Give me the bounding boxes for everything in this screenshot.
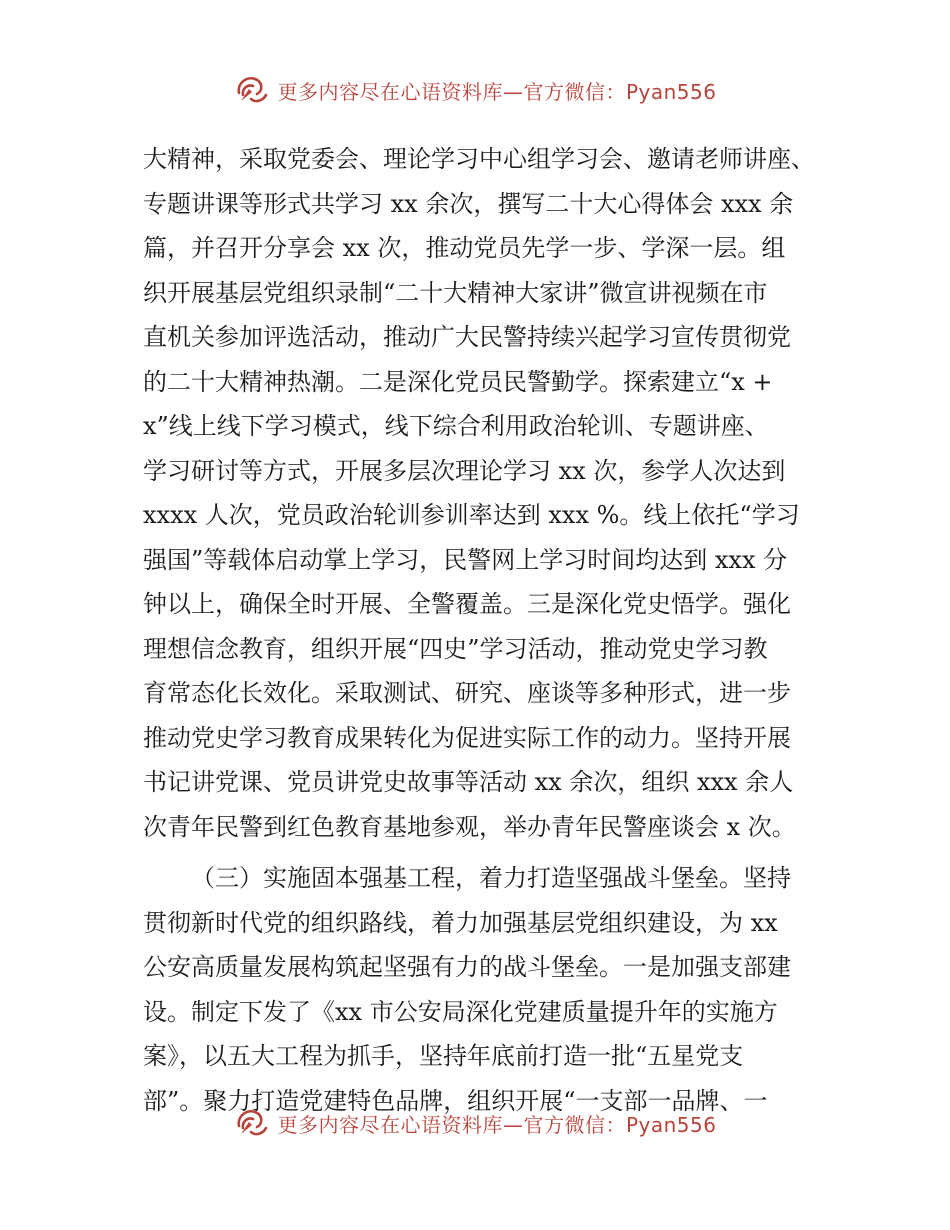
- text-line: 的二十大精神热潮。二是深化党员民警勤学。探索建立“x +: [143, 367, 773, 396]
- text-line: 案》，以五大工程为抓手，坚持年底前打造一批“五星党支: [143, 1042, 744, 1070]
- watermark-text: 更多内容尽在心语资料库—官方微信：Pyan556: [277, 1112, 717, 1137]
- paragraph: [143, 137, 815, 849]
- text-line: 公安高质量发展构筑起坚强有力的战斗堡垒。一是加强支部建: [143, 953, 791, 981]
- text-line: 贯彻新时代党的组织路线，着力加强基层党组织建设，为 xx: [143, 908, 778, 937]
- document-body: [143, 137, 815, 1123]
- text-line: 大精神，采取党委会、理论学习中心组学习会、邀请老师讲座、: [143, 145, 815, 173]
- text-line: （三）实施固本强基工程，着力打造坚强战斗堡垒。坚持: [191, 864, 791, 892]
- text-line: 育常态化长效化。采取测试、研究、座谈等多种形式，进一步: [143, 679, 791, 707]
- paragraph-gap: [143, 849, 811, 856]
- text-line: 强国”等载体启动掌上学习，民警网上学习时间均达到 xxx 分: [143, 545, 788, 574]
- text-line: 推动党史学习教育成果转化为促进实际工作的动力。坚持开展: [143, 723, 791, 752]
- text-line: 钟以上，确保全时开展、全警覆盖。三是深化党史悟学。强化: [143, 590, 791, 618]
- text-line: 织开展基层党组织录制“二十大精神大家讲”微宣讲视频在市: [143, 278, 768, 307]
- text-line: 部”。聚力打造党建特色品牌，组织开展“一支部一品牌、一: [143, 1086, 768, 1115]
- text-line: x”线上线下学习模式，线下综合利用政治轮训、专题讲座、: [143, 412, 769, 440]
- text-line: 学习研讨等方式，开展多层次理论学习 xx 次，参学人次达到: [143, 456, 786, 485]
- watermark-text: 更多内容尽在心语资料库—官方微信：Pyan556: [277, 79, 717, 104]
- footer-watermark: [0, 1103, 950, 1143]
- text-line: 理想信念教育，组织开展“四史”学习活动，推动党史学习教: [143, 634, 768, 663]
- text-line: 书记讲党课、党员讲党史故事等活动 xx 余次，组织 xxx 余人: [143, 768, 794, 796]
- text-line: 设。制定下发了《xx 市公安局深化党建质量提升年的实施方: [143, 997, 778, 1026]
- text-line: 专题讲课等形式共学习 xx 余次，撰写二十大心得体会 xxx 余: [143, 189, 794, 218]
- text-line: 次青年民警到红色教育基地参观，举办青年民警座谈会 x 次。: [143, 812, 796, 841]
- text-line: 直机关参加评选活动，推动广大民警持续兴起学习宣传贯彻党: [143, 323, 791, 351]
- swirl-logo-icon: [233, 73, 271, 107]
- header-watermark: [0, 70, 950, 110]
- text-line: xxxx 人次，党员政治轮训参训率达到 xxx %。线上依托“学习: [143, 501, 800, 529]
- swirl-logo-icon: [233, 1106, 271, 1140]
- text-line: 篇，并召开分享会 xx 次，推动党员先学一步、学深一层。组: [143, 234, 786, 262]
- paragraph: [143, 856, 811, 1123]
